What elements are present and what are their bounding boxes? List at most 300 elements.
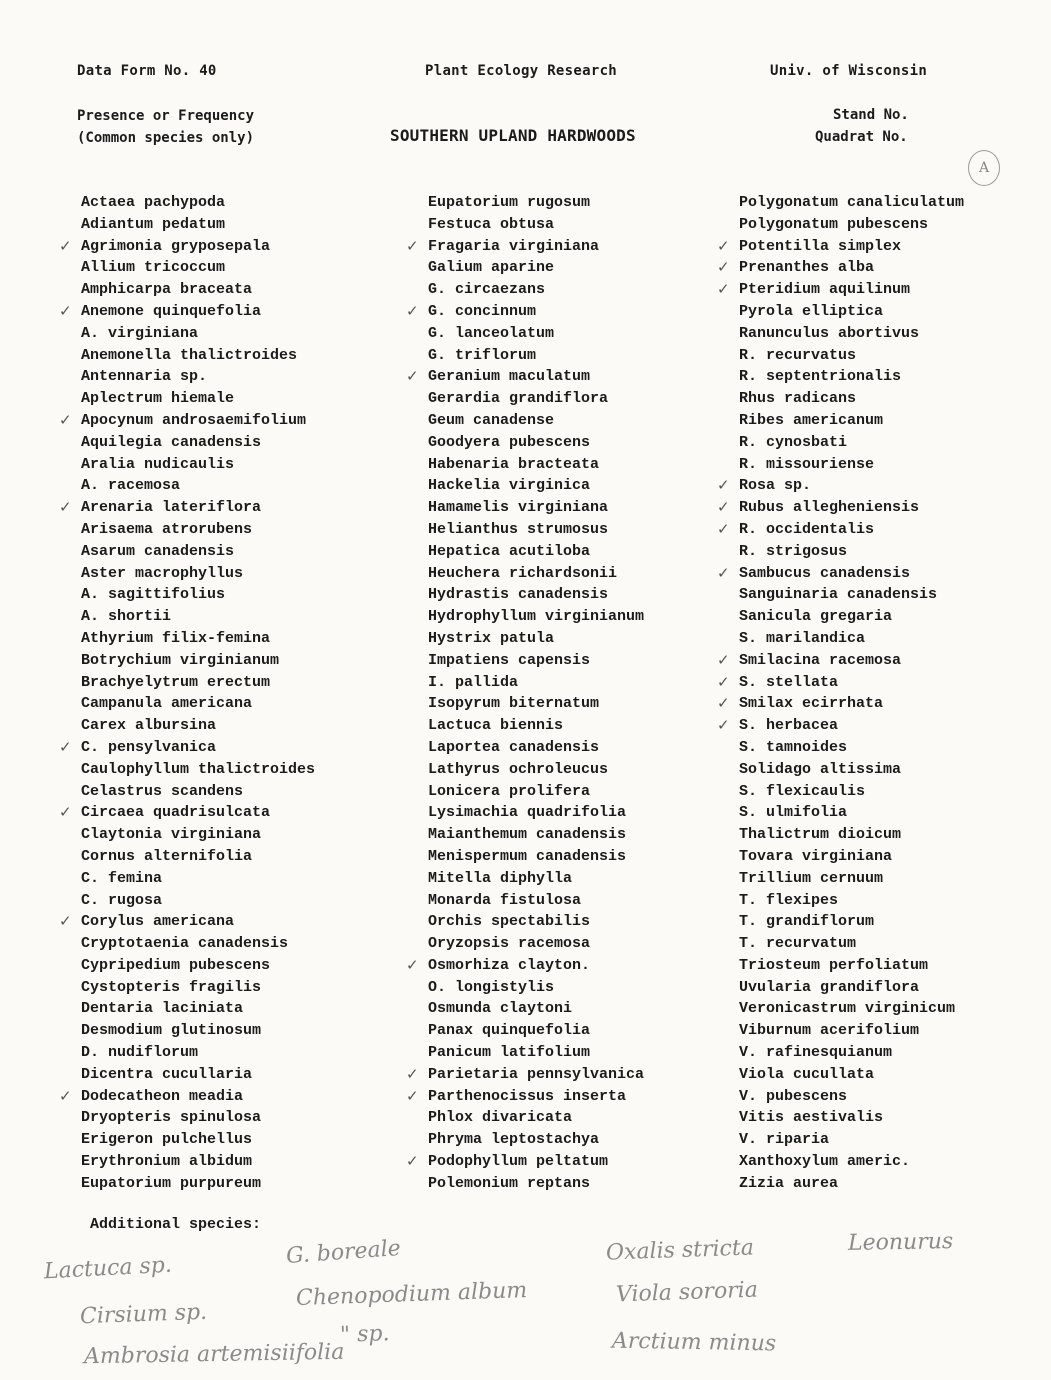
species-item	[81, 192, 315, 214]
species-item	[739, 606, 964, 628]
species-item	[81, 606, 315, 628]
species-name: Pyrola elliptica	[739, 302, 884, 320]
species-item	[428, 1129, 644, 1151]
species-name: Festuca obtusa	[428, 215, 555, 233]
species-name: Hystrix patula	[428, 629, 555, 647]
species-column-1	[59, 192, 316, 1195]
species-item	[81, 868, 315, 890]
species-name: S. tamnoides	[739, 738, 848, 756]
species-name: A. shortii	[81, 608, 172, 626]
species-name: Osmunda claytoni	[428, 1000, 573, 1018]
species-item	[739, 1020, 964, 1042]
university: Univ. of Wisconsin	[770, 63, 928, 79]
species-item	[739, 781, 964, 803]
species-item	[81, 541, 315, 563]
handwritten-note: Cirsium sp.	[79, 1299, 208, 1330]
species-name: Rubus allegheniensis	[739, 499, 920, 517]
species-name: Agrimonia gryposepala	[81, 237, 271, 255]
species-item	[739, 955, 964, 977]
species-item	[81, 323, 315, 345]
species-item	[428, 454, 644, 476]
species-name: Rosa sp.	[739, 477, 812, 495]
species-item	[739, 1086, 964, 1108]
species-item	[428, 345, 644, 367]
species-item	[739, 214, 964, 236]
handwritten-note: Lactuca sp.	[43, 1252, 173, 1285]
species-item	[717, 236, 964, 258]
species-name: Eupatorium rugosum	[428, 194, 591, 211]
species-name: Solidago altissima	[739, 760, 902, 778]
species-name: T. flexipes	[739, 891, 839, 909]
stand-label: Stand No.	[833, 107, 909, 123]
species-item	[717, 475, 964, 497]
species-item	[81, 1107, 315, 1129]
species-item	[428, 737, 644, 759]
species-item	[406, 366, 644, 388]
species-item	[81, 388, 315, 410]
species-item	[717, 519, 964, 541]
species-name: Phlox divaricata	[428, 1109, 573, 1127]
check-mark-icon: ✓	[717, 650, 730, 669]
species-name: Sanicula gregaria	[739, 608, 893, 626]
handwritten-note: G. boreale	[285, 1236, 402, 1269]
species-item	[59, 737, 315, 759]
species-name: S. stellata	[739, 673, 839, 691]
species-item	[717, 715, 964, 737]
species-name: Botrychium virginianum	[81, 651, 280, 669]
species-item	[81, 1042, 315, 1064]
species-item	[81, 650, 315, 672]
species-item	[428, 977, 644, 999]
species-name: Cypripedium pubescens	[81, 956, 271, 974]
species-name: Osmorhiza clayton.	[428, 956, 591, 974]
species-item	[81, 345, 315, 367]
species-item	[428, 497, 644, 519]
species-name: Dryopteris spinulosa	[81, 1109, 262, 1127]
species-item	[428, 693, 644, 715]
species-name: R. occidentalis	[739, 520, 875, 538]
species-name: G. lanceolatum	[428, 324, 555, 342]
species-name: Campanula americana	[81, 695, 253, 713]
check-mark-icon: ✓	[406, 1064, 419, 1083]
species-name: Laportea canadensis	[428, 738, 600, 756]
additional-species-label: Additional species:	[90, 1216, 262, 1233]
check-mark-icon: ✓	[406, 1086, 419, 1105]
species-item	[739, 933, 964, 955]
species-item	[428, 890, 644, 912]
species-name: Caulophyllum thalictroides	[81, 760, 316, 778]
check-mark-icon: ✓	[59, 498, 72, 517]
species-item	[81, 519, 315, 541]
species-item	[739, 759, 964, 781]
species-name: S. flexicaulis	[739, 782, 866, 800]
species-name: Cryptotaenia canadensis	[81, 935, 289, 953]
species-name: Brachyelytrum erectum	[81, 673, 271, 691]
species-item	[739, 998, 964, 1020]
species-item	[428, 410, 644, 432]
species-item	[739, 890, 964, 912]
species-name: Ranunculus abortivus	[739, 324, 920, 342]
species-item	[739, 911, 964, 933]
species-name: Geum canadense	[428, 411, 555, 429]
species-name: Dentaria laciniata	[81, 1000, 244, 1018]
form-number: Data Form No. 40	[77, 63, 217, 79]
species-name: Cornus alternifolia	[81, 847, 253, 865]
species-item	[428, 323, 644, 345]
species-name: Parthenocissus inserta	[428, 1087, 627, 1105]
species-name: Impatiens capensis	[428, 651, 591, 669]
species-item	[428, 257, 644, 279]
species-name: Athyrium filix-femina	[81, 629, 271, 647]
species-item	[428, 192, 644, 214]
check-mark-icon: ✓	[406, 301, 419, 320]
species-item	[717, 497, 964, 519]
species-item	[739, 977, 964, 999]
species-item	[428, 1020, 644, 1042]
check-mark-icon: ✓	[406, 367, 419, 386]
species-item	[717, 672, 964, 694]
species-name: G. concinnum	[428, 302, 537, 320]
species-item	[739, 584, 964, 606]
species-item	[739, 345, 964, 367]
species-item	[739, 868, 964, 890]
species-name: Lactuca biennis	[428, 717, 564, 735]
species-item	[428, 933, 644, 955]
species-item	[59, 301, 315, 323]
species-name: S. marilandica	[739, 629, 866, 647]
species-name: A. sagittifolius	[81, 586, 226, 604]
species-item	[739, 1107, 964, 1129]
check-mark-icon: ✓	[717, 236, 730, 255]
check-mark-icon: ✓	[717, 716, 730, 735]
species-name: Viola cucullata	[739, 1065, 875, 1083]
species-item	[81, 1020, 315, 1042]
species-name: R. strigosus	[739, 542, 848, 560]
species-name: Triosteum perfoliatum	[739, 956, 929, 974]
species-name: V. riparia	[739, 1131, 830, 1149]
species-column-2	[406, 192, 645, 1195]
species-item	[717, 650, 964, 672]
species-name: Hydrastis canadensis	[428, 586, 609, 604]
species-name: Mitella diphylla	[428, 869, 573, 887]
species-name: Lonicera prolifera	[428, 782, 591, 800]
species-name: Apocynum androsaemifolium	[81, 411, 307, 429]
species-name: Sanguinaria canadensis	[739, 586, 938, 604]
species-name: T. grandiflorum	[739, 913, 875, 931]
check-mark-icon: ✓	[59, 803, 72, 822]
species-item	[428, 541, 644, 563]
check-mark-icon: ✓	[406, 1152, 419, 1171]
species-item	[81, 759, 315, 781]
species-item	[59, 1086, 315, 1108]
species-item	[81, 824, 315, 846]
species-name: Circaea quadrisulcata	[81, 804, 271, 822]
species-item	[81, 628, 315, 650]
species-item	[717, 563, 964, 585]
species-item	[428, 214, 644, 236]
species-name: C. pensylvanica	[81, 738, 217, 756]
check-mark-icon: ✓	[717, 519, 730, 538]
species-item	[428, 868, 644, 890]
species-item	[81, 1173, 315, 1195]
species-name: R. septentrionalis	[739, 368, 902, 386]
species-name: Adiantum pedatum	[81, 215, 226, 233]
species-item	[428, 672, 644, 694]
species-name: Isopyrum biternatum	[428, 695, 600, 713]
species-item	[428, 846, 644, 868]
species-item	[739, 628, 964, 650]
species-name: Aster macrophyllus	[81, 564, 244, 582]
species-item	[81, 890, 315, 912]
species-column-3	[717, 192, 965, 1195]
species-item	[406, 1151, 644, 1173]
species-name: Claytonia virginiana	[81, 826, 262, 844]
species-name: Celastrus scandens	[81, 782, 244, 800]
check-mark-icon: ✓	[717, 498, 730, 517]
species-name: R. cynosbati	[739, 433, 848, 451]
check-mark-icon: ✓	[406, 955, 419, 974]
species-name: Hydrophyllum virginianum	[428, 608, 645, 626]
species-name: Desmodium glutinosum	[81, 1022, 262, 1040]
species-name: Hepatica acutiloba	[428, 542, 591, 560]
species-name: Anemone quinquefolia	[81, 302, 262, 320]
species-item	[428, 519, 644, 541]
research-title: Plant Ecology Research	[425, 63, 618, 79]
species-item	[739, 802, 964, 824]
check-mark-icon: ✓	[59, 236, 72, 255]
species-name: Allium tricoccum	[81, 259, 226, 277]
species-name: Goodyera pubescens	[428, 433, 591, 451]
species-name: Rhus radicans	[739, 390, 857, 408]
handwritten-note: " sp.	[339, 1321, 390, 1348]
species-name: G. triflorum	[428, 346, 537, 364]
species-name: A. virginiana	[81, 324, 199, 342]
check-mark-icon: ✓	[59, 912, 72, 931]
species-item	[739, 541, 964, 563]
species-name: Eupatorium purpureum	[81, 1174, 262, 1192]
species-item	[717, 693, 964, 715]
species-name: Smilacina racemosa	[739, 651, 902, 669]
species-name: R. recurvatus	[739, 346, 857, 364]
species-name: Orchis spectabilis	[428, 913, 591, 931]
species-item	[406, 1064, 645, 1086]
species-item	[81, 366, 315, 388]
species-name: Erigeron pulchellus	[81, 1131, 253, 1149]
species-name: Maianthemum canadensis	[428, 826, 627, 844]
species-item	[739, 846, 964, 868]
species-item	[59, 236, 315, 258]
species-name: Actaea pachypoda	[81, 194, 226, 211]
species-item	[739, 824, 964, 846]
species-item	[81, 454, 315, 476]
species-item	[81, 672, 315, 694]
species-name: Arenaria lateriflora	[81, 499, 262, 517]
species-item	[428, 802, 644, 824]
species-item	[81, 693, 315, 715]
common-label: (Common species only)	[77, 130, 255, 146]
species-name: Panax quinquefolia	[428, 1022, 591, 1040]
species-name: Asarum canadensis	[81, 542, 235, 560]
species-item	[81, 933, 315, 955]
species-name: Monarda fistulosa	[428, 891, 582, 909]
species-item	[406, 236, 644, 258]
species-item	[81, 998, 315, 1020]
species-name: C. femina	[81, 869, 163, 887]
species-item	[428, 781, 644, 803]
species-item	[428, 606, 644, 628]
handwritten-note: Oxalis stricta	[605, 1235, 755, 1266]
species-item	[81, 1129, 315, 1151]
species-name: Cystopteris fragilis	[81, 978, 262, 996]
species-name: I. pallida	[428, 673, 519, 691]
species-item	[428, 432, 644, 454]
species-name: Dodecatheon meadia	[81, 1087, 244, 1105]
species-name: Corylus americana	[81, 913, 235, 931]
handwritten-note: Arctium minus	[611, 1328, 777, 1357]
species-name: Galium aparine	[428, 259, 555, 277]
species-item	[81, 214, 315, 236]
species-name: Prenanthes alba	[739, 259, 875, 277]
species-item	[717, 279, 964, 301]
species-name: Erythronium albidum	[81, 1153, 253, 1171]
handwritten-note: Chenopodium album	[295, 1277, 528, 1312]
species-name: Helianthus strumosus	[428, 520, 609, 538]
species-name: Pteridium aquilinum	[739, 281, 911, 299]
species-item	[81, 475, 315, 497]
species-item	[81, 977, 315, 999]
species-name: Aquilegia canadensis	[81, 433, 262, 451]
check-mark-icon: ✓	[717, 694, 730, 713]
species-item	[59, 497, 315, 519]
species-name: Amphicarpa braceata	[81, 281, 253, 299]
species-item	[428, 824, 644, 846]
species-item	[717, 257, 964, 279]
check-mark-icon: ✓	[717, 258, 730, 277]
species-name: Parietaria pennsylvanica	[428, 1065, 645, 1083]
species-name: Habenaria bracteata	[428, 455, 600, 473]
page-title: SOUTHERN UPLAND HARDWOODS	[390, 126, 636, 145]
species-item	[81, 584, 315, 606]
species-name: Sambucus canadensis	[739, 564, 911, 582]
check-mark-icon: ✓	[59, 301, 72, 320]
species-name: Hamamelis virginiana	[428, 499, 609, 517]
species-item	[406, 955, 644, 977]
species-item	[81, 955, 315, 977]
species-name: Trillium cernuum	[739, 869, 884, 887]
species-name: Dicentra cucullaria	[81, 1065, 253, 1083]
species-name: T. recurvatum	[739, 935, 857, 953]
species-name: Hackelia virginica	[428, 477, 591, 495]
check-mark-icon: ✓	[59, 737, 72, 756]
species-name: Aralia nudicaulis	[81, 455, 235, 473]
species-item	[428, 998, 644, 1020]
check-mark-icon: ✓	[59, 410, 72, 429]
species-name: Lysimachia quadrifolia	[428, 804, 627, 822]
species-item	[428, 279, 644, 301]
species-item	[81, 279, 315, 301]
species-item	[59, 802, 315, 824]
species-name: V. rafinesquianum	[739, 1044, 893, 1062]
species-name: Arisaema atrorubens	[81, 520, 253, 538]
species-item	[81, 715, 315, 737]
species-item	[428, 1173, 644, 1195]
handwritten-note: Leonurus	[847, 1229, 954, 1256]
species-name: Zizia aurea	[739, 1174, 839, 1192]
species-name: Vitis aestivalis	[739, 1109, 884, 1127]
species-name: Polygonatum pubescens	[739, 215, 929, 233]
species-name: O. longistylis	[428, 978, 555, 996]
species-item	[739, 1042, 964, 1064]
species-item	[81, 846, 315, 868]
species-name: Viburnum acerifolium	[739, 1022, 920, 1040]
check-mark-icon: ✓	[406, 236, 419, 255]
species-name: Geranium maculatum	[428, 368, 591, 386]
species-name: Polygonatum canaliculatum	[739, 194, 965, 211]
species-item	[81, 563, 315, 585]
species-item	[739, 1151, 964, 1173]
species-item	[739, 410, 964, 432]
species-item	[428, 911, 644, 933]
species-name: A. racemosa	[81, 477, 181, 495]
check-mark-icon: ✓	[717, 672, 730, 691]
species-item	[739, 1064, 964, 1086]
species-name: Fragaria virginiana	[428, 237, 600, 255]
species-item	[428, 650, 644, 672]
species-name: G. circaezans	[428, 281, 546, 299]
species-item	[59, 911, 315, 933]
species-name: Ribes americanum	[739, 411, 884, 429]
species-name: S. herbacea	[739, 717, 839, 735]
species-item	[428, 584, 644, 606]
species-item	[81, 257, 315, 279]
species-item	[739, 388, 964, 410]
handwritten-note: Ambrosia artemisiifolia	[83, 1339, 345, 1370]
corner-mark: A	[968, 150, 1000, 186]
species-item	[739, 323, 964, 345]
species-name: Antennaria sp.	[81, 368, 208, 386]
species-item	[428, 759, 644, 781]
species-item	[739, 1129, 964, 1151]
species-item	[739, 301, 964, 323]
species-item	[739, 1173, 964, 1195]
species-item	[739, 737, 964, 759]
species-name: Polemonium reptans	[428, 1174, 591, 1192]
species-item	[81, 432, 315, 454]
species-item	[428, 388, 644, 410]
species-name: Thalictrum dioicum	[739, 826, 902, 844]
presence-label: Presence or Frequency	[77, 108, 255, 124]
species-item	[81, 1151, 315, 1173]
species-name: Tovara virginiana	[739, 847, 893, 865]
species-item	[59, 410, 315, 432]
species-name: Xanthoxylum americ.	[739, 1153, 911, 1171]
species-item	[406, 1086, 644, 1108]
species-item	[739, 432, 964, 454]
species-item	[428, 475, 644, 497]
check-mark-icon: ✓	[717, 476, 730, 495]
species-item	[428, 1107, 644, 1129]
species-name: Potentilla simplex	[739, 237, 902, 255]
species-name: D. nudiflorum	[81, 1044, 199, 1062]
species-name: Gerardia grandiflora	[428, 390, 609, 408]
species-item	[739, 454, 964, 476]
quadrat-label: Quadrat No.	[815, 129, 908, 145]
check-mark-icon: ✓	[717, 563, 730, 582]
species-item	[428, 563, 644, 585]
species-name: Lathyrus ochroleucus	[428, 760, 609, 778]
species-item	[428, 628, 644, 650]
species-item	[406, 301, 644, 323]
